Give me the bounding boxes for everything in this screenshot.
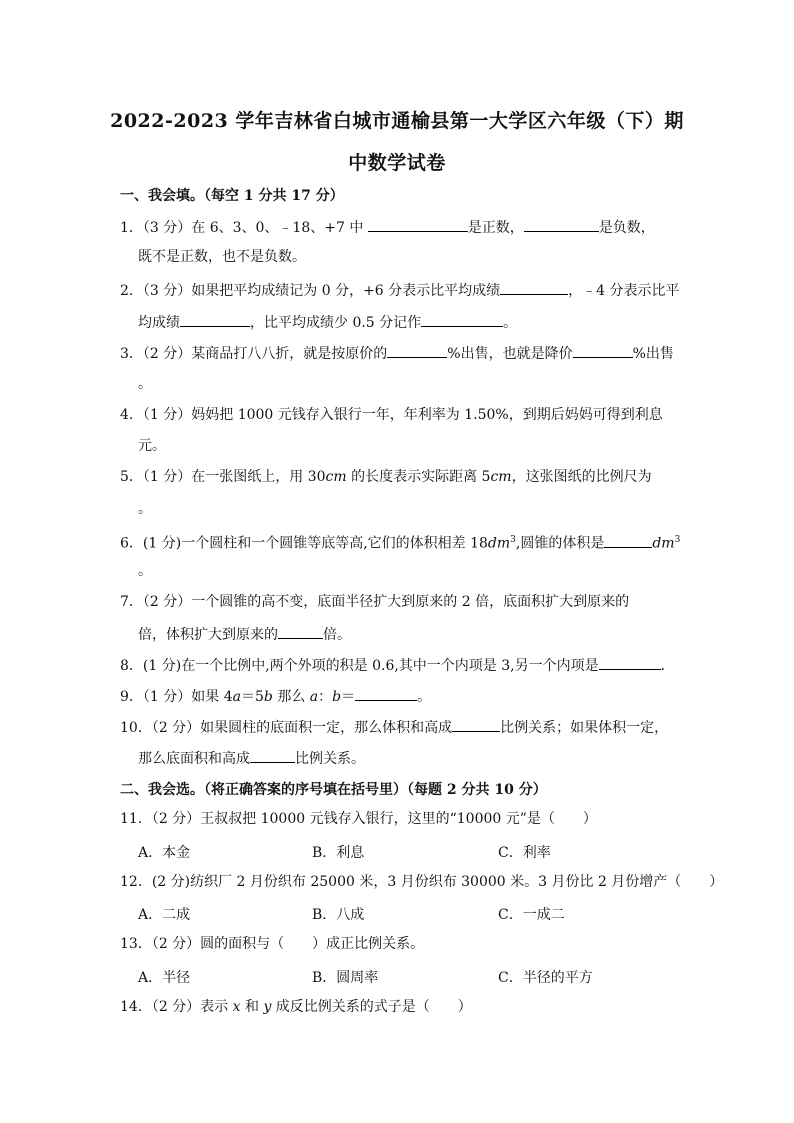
question-5-cont: 。 (138, 501, 152, 517)
question-2: 2．（3 分）如果把平均成绩记为 0 分，+6 分表示比平均成绩 ，﹣4 分表示比平 (120, 280, 680, 300)
answer-blank[interactable] (387, 343, 447, 358)
option-a[interactable]: A．本金 (138, 845, 191, 861)
question-4: 4．（1 分）妈妈把 1000 元钱存入银行一年，年利率为 1.50%，到期后妈妈可得到利息 (120, 407, 663, 423)
question-10: 10．（2 分）如果圆柱的底面积一定，那么体积和高成 比例关系；如果体积一定， (120, 717, 668, 737)
question-5: 5．（1 分）在一张图纸上，用 30cm 的长度表示实际距离 5cm，这张图纸的比例尺为 (120, 469, 652, 485)
answer-blank[interactable] (180, 312, 250, 327)
answer-blank[interactable] (524, 217, 599, 232)
question-3: 3．（2 分）某商品打八八折，就是按原价的 %出售，也就是降价 %出售 (120, 343, 674, 363)
question-2-cont: 均成绩 ，比平均成绩少 0.5 分记作 。 (138, 312, 517, 332)
answer-blank[interactable] (278, 624, 323, 639)
page-title-line1: 2022-2023 学年吉林省白城市通榆县第一大学区六年级（下）期 (110, 110, 684, 132)
answer-blank[interactable] (355, 686, 417, 701)
question-13: 13．（2 分）圆的面积与（ ）成正比例关系。 (120, 936, 425, 952)
question-1-cont: 既不是正数，也不是负数。 (138, 249, 306, 265)
answer-blank[interactable] (250, 748, 295, 763)
answer-blank[interactable] (599, 655, 661, 670)
answer-blank[interactable] (573, 343, 633, 358)
question-6: 6．(1 分)一个圆柱和一个圆锥等底等高,它们的体积相差 $18dm^3$,圆锥的体积是 $dm^3$ (120, 531, 680, 553)
question-6-cont: 。 (138, 563, 152, 579)
answer-blank[interactable] (604, 533, 652, 548)
question-4-cont: 元。 (138, 438, 166, 454)
question-12: 12．(2 分)纺织厂 2 月份织布 25000 米，3 月份织布 30000 米。3 月份比 2 月份增产（ ） (120, 874, 724, 890)
answer-blank[interactable] (368, 217, 468, 232)
option-b[interactable]: B．圆周率 (312, 970, 379, 986)
question-8: 8．(1 分)在一个比例中,两个外项的积是 0.6,其中一个内项是 3,另一个内项是 ． (120, 655, 675, 675)
option-c[interactable]: C．半径的平方 (498, 970, 593, 986)
option-c[interactable]: C．一成二 (498, 907, 565, 923)
question-3-cont: 。 (138, 376, 152, 392)
question-11: 11．（2 分）王叔叔把 10000 元钱存入银行，这里的“10000 元”是（ ） (120, 811, 597, 827)
question-10-cont: 那么底面积和高成 比例关系。 (138, 748, 365, 768)
section2-heading: 二、我会选。（将正确答案的序号填在括号里）（每题 2 分共 10 分） (120, 782, 547, 798)
option-c[interactable]: C．利率 (498, 845, 551, 861)
answer-blank[interactable] (500, 280, 568, 295)
question-7-cont: 倍，体积扩大到原来的 倍。 (138, 624, 351, 644)
section1-heading: 一、我会填。（每空 1 分共 17 分） (120, 188, 344, 204)
option-b[interactable]: B．八成 (312, 907, 365, 923)
question-7: 7．（2 分）一个圆锥的高不变，底面半径扩大到原来的 2 倍，底面积扩大到原来的 (120, 594, 630, 610)
option-a[interactable]: A．二成 (138, 907, 191, 923)
answer-blank[interactable] (452, 717, 500, 732)
question-14: 14．（2 分）表示 x 和 y 成反比例关系的式子是（ ） (120, 999, 472, 1015)
question-1: 1．（3 分）在 6、3、0、﹣18、+7 中 是正数， 是负数， (120, 217, 655, 237)
answer-blank[interactable] (421, 312, 503, 327)
option-b[interactable]: B．利息 (312, 845, 365, 861)
question-9: 9．（1 分）如果 4a＝5b 那么 a：b＝ 。 (120, 686, 431, 706)
page-title-line2: 中数学试卷 (348, 152, 446, 174)
option-a[interactable]: A．半径 (138, 970, 191, 986)
